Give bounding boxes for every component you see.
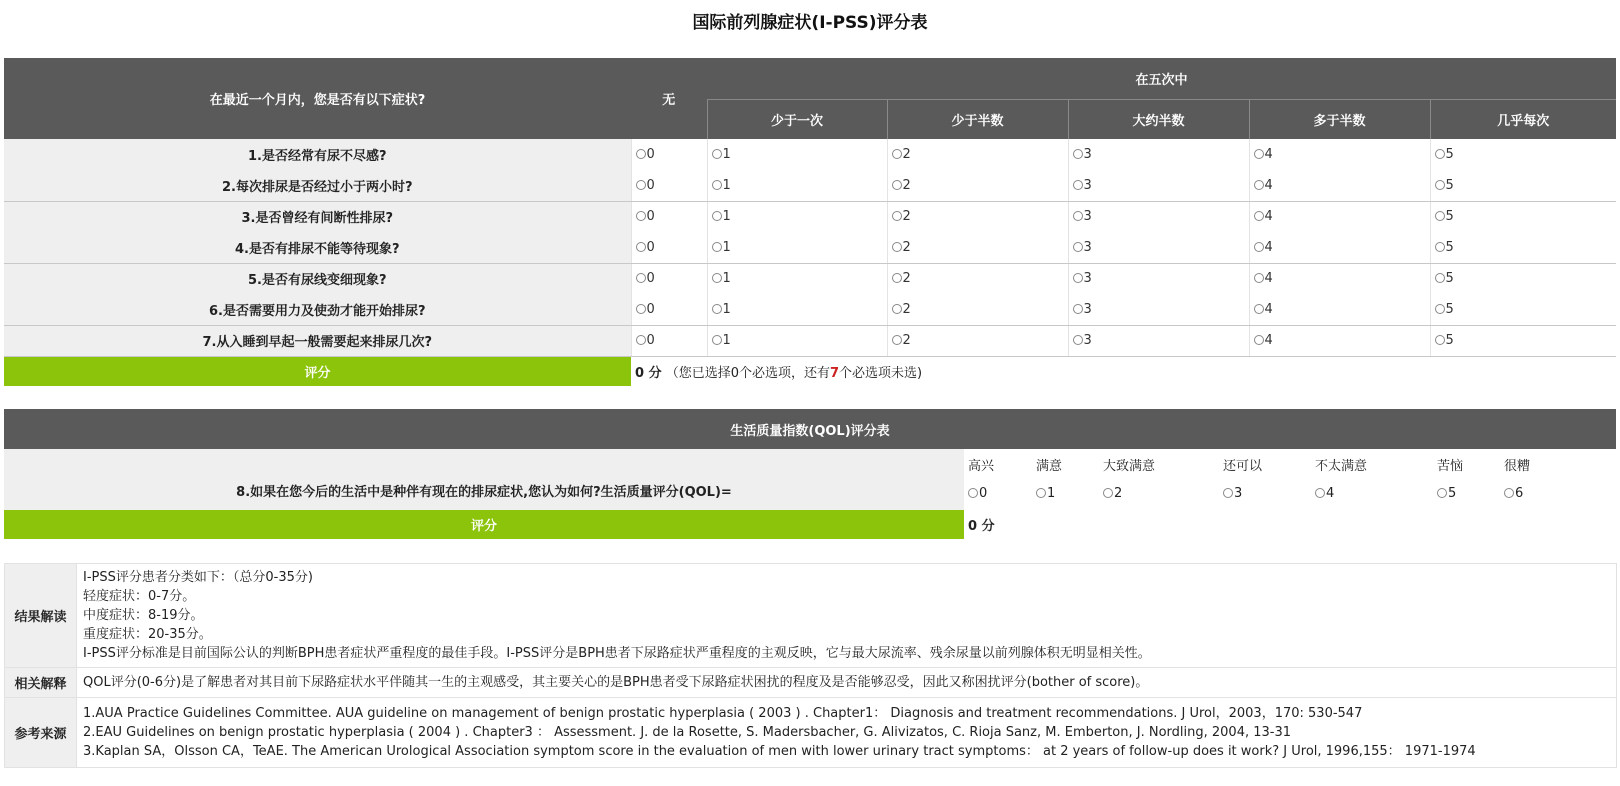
question-row: [4, 201, 1616, 232]
qol-option-value: 3: [1234, 486, 1243, 501]
radio-button-icon[interactable]: [1435, 273, 1445, 283]
radio-button-icon[interactable]: [1073, 149, 1083, 159]
score-option-value: 2: [902, 147, 911, 162]
explanation-label: 相关解释: [5, 668, 77, 698]
score-option[interactable]: [631, 325, 707, 356]
qol-table: [4, 409, 1616, 539]
qol-option-radio[interactable]: [1437, 486, 1500, 501]
score-option-value: 5: [1445, 209, 1454, 225]
radio-button-icon[interactable]: [636, 304, 646, 314]
radio-button-icon[interactable]: [1073, 304, 1083, 314]
score-option-value: 4: [1264, 301, 1273, 317]
score-option[interactable]: [1249, 139, 1430, 170]
score-option-value: 3: [1083, 147, 1092, 162]
interpretation-line: 中度症状：8-19分。: [83, 608, 204, 623]
page-title: 国际前列腺症状(I-PSS)评分表: [692, 13, 928, 33]
radio-button-icon[interactable]: [712, 242, 722, 252]
score-option[interactable]: [887, 170, 1068, 201]
score-option[interactable]: [1249, 201, 1430, 232]
radio-button-icon[interactable]: [1254, 211, 1264, 221]
question-row: [4, 294, 1616, 325]
score-option-value: 5: [1445, 239, 1454, 255]
question-row: [4, 170, 1616, 201]
radio-button-icon[interactable]: [1435, 335, 1445, 345]
ipss-score-value: 0 分: [635, 365, 662, 381]
qol-option[interactable]: [964, 449, 1032, 510]
score-option-value: 2: [902, 301, 911, 317]
qol-option[interactable]: [1433, 449, 1500, 510]
score-option[interactable]: [1068, 294, 1249, 325]
score-option-value: 2: [902, 271, 911, 287]
radio-button-icon[interactable]: [1223, 488, 1233, 498]
qol-option[interactable]: [1099, 449, 1219, 510]
question-label: 4.是否有排尿不能等待现象?: [4, 232, 631, 263]
qol-option-value: 2: [1114, 486, 1123, 501]
reference-table: [4, 563, 1617, 768]
radio-button-icon[interactable]: [1254, 180, 1264, 190]
score-option[interactable]: [1249, 232, 1430, 263]
score-option[interactable]: [707, 325, 887, 356]
score-option-value: 1: [722, 271, 731, 287]
source-text: [77, 698, 1617, 768]
qol-option-radio[interactable]: [1223, 486, 1311, 501]
qol-score-value: 0 分: [964, 510, 1616, 539]
question-row: [4, 232, 1616, 263]
interpretation-line: 重度症状：20-35分。: [83, 627, 212, 642]
qol-option[interactable]: [1219, 449, 1311, 510]
radio-button-icon[interactable]: [1254, 273, 1264, 283]
score-option-value: 1: [722, 239, 731, 255]
score-option-value: 2: [902, 209, 911, 225]
score-option-value: 3: [1083, 177, 1092, 193]
radio-button-icon[interactable]: [1073, 335, 1083, 345]
score-option[interactable]: [1430, 139, 1616, 170]
score-option[interactable]: [1068, 139, 1249, 170]
radio-button-icon[interactable]: [1504, 488, 1514, 498]
score-option-value: 4: [1264, 239, 1273, 255]
radio-button-icon[interactable]: [1036, 488, 1046, 498]
score-option[interactable]: [631, 232, 707, 263]
score-option-value: 0: [646, 239, 655, 255]
radio-button-icon[interactable]: [968, 488, 978, 498]
remaining-count: 7: [830, 365, 840, 381]
source-line: 3.Kaplan SA，Olsson CA，TeAE. The American Urological Association symptom score in the evaluation of men with lower urinary tract symptoms： at 2 years of follow-up does it work? J Urol, 1996,155： 1971-1974: [83, 744, 1476, 759]
qol-option-label: 还可以: [1223, 459, 1263, 474]
radio-button-icon[interactable]: [636, 211, 646, 221]
radio-button-icon[interactable]: [712, 335, 722, 345]
radio-button-icon[interactable]: [1435, 180, 1445, 190]
qol-score-label: 评分: [4, 510, 964, 539]
qol-option[interactable]: [1500, 449, 1616, 510]
score-option-value: 0: [646, 333, 655, 348]
radio-button-icon[interactable]: [1103, 488, 1113, 498]
source-label: 参考来源: [5, 698, 77, 768]
score-option[interactable]: [1430, 325, 1616, 356]
radio-button-icon[interactable]: [712, 149, 722, 159]
score-option-value: 5: [1445, 301, 1454, 317]
radio-button-icon[interactable]: [1435, 211, 1445, 221]
score-option[interactable]: [1430, 170, 1616, 201]
score-option[interactable]: [1249, 325, 1430, 356]
score-option[interactable]: [1068, 170, 1249, 201]
score-option-value: 3: [1083, 333, 1092, 348]
radio-button-icon[interactable]: [1435, 242, 1445, 252]
qol-option[interactable]: [1311, 449, 1433, 510]
qol-option-label: 不太满意: [1315, 459, 1368, 474]
interpretation-text: [77, 564, 1617, 668]
radio-button-icon[interactable]: [712, 180, 722, 190]
source-line: 1.AUA Practice Guidelines Committee. AUA guideline on management of benign prostatic hyperplasia ( 2003 ) . Chapter1： Diagnosis and treatment recommendations. J Urol，2003，170: 530-547: [83, 706, 1363, 721]
radio-button-icon[interactable]: [892, 149, 902, 159]
score-option[interactable]: [631, 139, 707, 170]
score-option-value: 4: [1264, 177, 1273, 193]
qol-option-value: 6: [1515, 486, 1524, 501]
score-option-value: 2: [902, 333, 911, 348]
score-option-value: 3: [1083, 271, 1092, 287]
score-option[interactable]: [1430, 232, 1616, 263]
score-option[interactable]: [1430, 294, 1616, 325]
radio-button-icon[interactable]: [892, 242, 902, 252]
question-column-header: 在最近一个月内，您是否有以下症状?: [4, 58, 631, 139]
score-option[interactable]: [1249, 263, 1430, 294]
radio-button-icon[interactable]: [1254, 304, 1264, 314]
ipss-table: [4, 58, 1616, 386]
radio-button-icon[interactable]: [892, 273, 902, 283]
radio-button-icon[interactable]: [636, 242, 646, 252]
ipss-score-summary: [631, 356, 1616, 386]
qol-option-radio[interactable]: [1504, 486, 1616, 501]
score-option-value: 0: [646, 147, 655, 162]
radio-button-icon[interactable]: [1073, 180, 1083, 190]
radio-button-icon[interactable]: [1437, 488, 1447, 498]
score-option[interactable]: [887, 294, 1068, 325]
score-option-value: 1: [722, 333, 731, 348]
qol-option-label: 很糟: [1504, 459, 1531, 474]
score-option[interactable]: [1068, 263, 1249, 294]
question-label: 1.是否经常有尿不尽感?: [4, 139, 631, 170]
radio-button-icon[interactable]: [636, 273, 646, 283]
radio-button-icon[interactable]: [1073, 273, 1083, 283]
qol-option-value: 1: [1047, 486, 1056, 501]
radio-button-icon[interactable]: [1435, 304, 1445, 314]
score-option-value: 2: [902, 177, 911, 193]
interpretation-label: 结果解读: [5, 564, 77, 668]
score-option-value: 2: [902, 239, 911, 255]
frequency-header: 大约半数: [1068, 99, 1249, 139]
qol-option-value: 4: [1326, 486, 1335, 501]
radio-button-icon[interactable]: [1073, 242, 1083, 252]
score-option[interactable]: [707, 201, 887, 232]
score-option-value: 5: [1445, 333, 1454, 348]
source-line: 2.EAU Guidelines on benign prostatic hyperplasia ( 2004 ) . Chapter3 ： Assessment. J. de la Rosette, S. Madersbacher, G. Alivizatos, C. Rioja Sanz, M. Emberton, J. Nordling, 2004, 13-31: [83, 725, 1292, 740]
qol-header: 生活质量指数(QOL)评分表: [4, 409, 1616, 449]
score-option[interactable]: [707, 139, 887, 170]
interpretation-line: I-PSS评分标准是目前国际公认的判断BPH患者症状严重程度的最佳手段。I-PSS评分是BPH患者下尿路症状严重程度的主观反映，它与最大尿流率、残余尿量以前列腺体积无明显相关性。: [83, 646, 1151, 661]
radio-button-icon[interactable]: [892, 304, 902, 314]
score-option-value: 4: [1264, 209, 1273, 225]
qol-option-radio[interactable]: [1036, 486, 1099, 501]
question-label: 7.从入睡到早起一般需要起来排尿几次?: [4, 325, 631, 356]
score-option[interactable]: [887, 232, 1068, 263]
score-option[interactable]: [707, 170, 887, 201]
question-row: [4, 325, 1616, 356]
score-option-value: 1: [722, 147, 731, 162]
radio-button-icon[interactable]: [1315, 488, 1325, 498]
score-option[interactable]: [1430, 263, 1616, 294]
radio-button-icon[interactable]: [892, 180, 902, 190]
qol-option-radio[interactable]: [1103, 486, 1219, 501]
qol-question: 8.如果在您今后的生活中是种伴有现在的排尿症状,您认为如何?生活质量评分(QOL)=: [4, 449, 964, 510]
score-option-value: 3: [1083, 209, 1092, 225]
score-option[interactable]: [887, 263, 1068, 294]
qol-option-label: 高兴: [968, 459, 995, 474]
score-option-value: 0: [646, 271, 655, 287]
score-option[interactable]: [631, 201, 707, 232]
score-option-value: 3: [1083, 301, 1092, 317]
question-label: 2.每次排尿是否经过小于两小时?: [4, 170, 631, 201]
interpretation-line: 轻度症状：0-7分。: [83, 589, 196, 604]
score-option-value: 0: [646, 177, 655, 193]
score-option-value: 1: [722, 209, 731, 225]
score-option-value: 0: [646, 209, 655, 225]
qol-option-label: 大致满意: [1103, 459, 1156, 474]
radio-button-icon[interactable]: [1435, 149, 1445, 159]
score-option[interactable]: [1068, 325, 1249, 356]
frequency-group-header: 在五次中: [707, 58, 1616, 99]
ipss-score-note-prefix: （您已选择0个必选项，还有: [665, 365, 830, 381]
score-option[interactable]: [631, 294, 707, 325]
score-option[interactable]: [707, 294, 887, 325]
score-option-value: 1: [722, 177, 731, 193]
score-option[interactable]: [887, 201, 1068, 232]
radio-button-icon[interactable]: [712, 211, 722, 221]
frequency-header: 几乎每次: [1430, 99, 1616, 139]
score-option-value: 5: [1445, 177, 1454, 193]
score-option[interactable]: [707, 263, 887, 294]
question-label: 6.是否需要用力及使劲才能开始排尿?: [4, 294, 631, 325]
question-label: 5.是否有尿线变细现象?: [4, 263, 631, 294]
qol-option-value: 5: [1448, 486, 1457, 501]
ipss-score-label: 评分: [4, 356, 631, 386]
score-option-value: 3: [1083, 239, 1092, 255]
qol-option-label: 苦恼: [1437, 459, 1464, 474]
score-option[interactable]: [887, 325, 1068, 356]
score-option-value: 4: [1264, 333, 1273, 348]
radio-button-icon[interactable]: [1073, 211, 1083, 221]
radio-button-icon[interactable]: [636, 180, 646, 190]
radio-button-icon[interactable]: [892, 335, 902, 345]
qol-option-radio[interactable]: [1315, 486, 1433, 501]
score-option-value: 4: [1264, 147, 1273, 162]
frequency-header: 少于半数: [887, 99, 1068, 139]
explanation-text: QOL评分(0-6分)是了解患者对其目前下尿路症状水平伴随其一生的主观感受，其主要关心的是BPH患者受下尿路症状困扰的程度及是否能够忍受，因此又称困扰评分(bother of score)。: [77, 668, 1617, 698]
score-option-value: 4: [1264, 271, 1273, 287]
interpretation-line: I-PSS评分患者分类如下：（总分0-35分): [83, 570, 313, 585]
score-option[interactable]: [707, 232, 887, 263]
radio-button-icon[interactable]: [1254, 149, 1264, 159]
score-option[interactable]: [1068, 232, 1249, 263]
question-label: 3.是否曾经有间断性排尿?: [4, 201, 631, 232]
radio-button-icon[interactable]: [712, 273, 722, 283]
score-option-value: 5: [1445, 271, 1454, 287]
question-row: [4, 263, 1616, 294]
question-row: [4, 139, 1616, 170]
radio-button-icon[interactable]: [1254, 242, 1264, 252]
radio-button-icon[interactable]: [636, 149, 646, 159]
score-option[interactable]: [1068, 201, 1249, 232]
ipss-score-note-suffix: 个必选项未选): [839, 365, 923, 381]
radio-button-icon[interactable]: [892, 211, 902, 221]
radio-button-icon[interactable]: [1254, 335, 1264, 345]
radio-button-icon[interactable]: [636, 335, 646, 345]
frequency-header: 少于一次: [707, 99, 887, 139]
score-option[interactable]: [1249, 294, 1430, 325]
qol-option-label: 满意: [1036, 459, 1063, 474]
score-option[interactable]: [1430, 201, 1616, 232]
qol-option[interactable]: [1032, 449, 1099, 510]
score-option[interactable]: [887, 139, 1068, 170]
score-option-value: 5: [1445, 147, 1454, 162]
score-option-value: 0: [646, 301, 655, 317]
radio-button-icon[interactable]: [712, 304, 722, 314]
qol-option-value: 0: [979, 486, 988, 501]
score-option-value: 1: [722, 301, 731, 317]
qol-option-radio[interactable]: [968, 486, 1032, 501]
score-option[interactable]: [631, 170, 707, 201]
score-option[interactable]: [1249, 170, 1430, 201]
score-option[interactable]: [631, 263, 707, 294]
frequency-header: 多于半数: [1249, 99, 1430, 139]
none-column-header: 无: [631, 58, 707, 139]
